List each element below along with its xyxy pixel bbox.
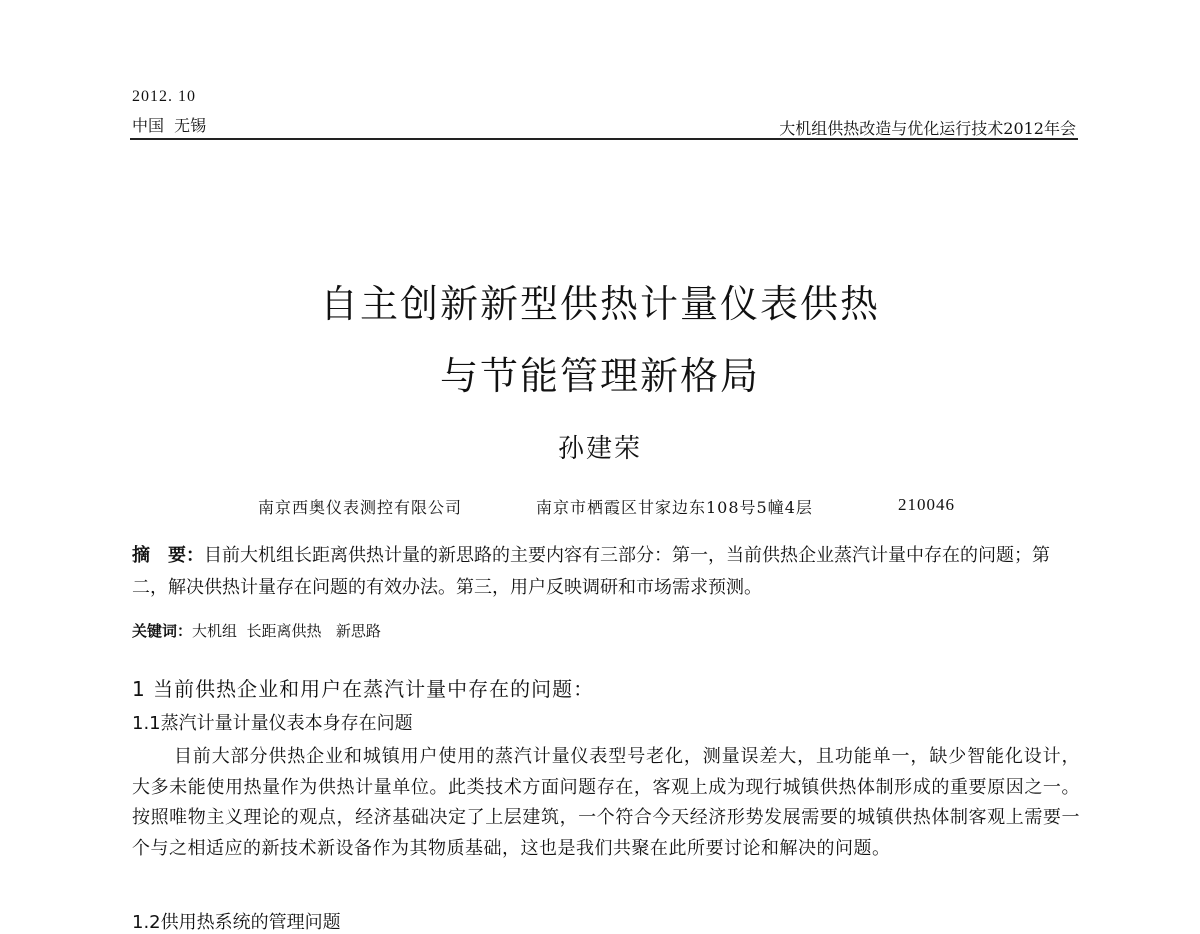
author-name: 孙建荣 bbox=[557, 434, 642, 464]
affiliation-organization: 南京西奥仪表测控有限公司 bbox=[258, 498, 463, 517]
paper-title-line-1: 自主创新新型供热计量仪表供热 bbox=[319, 282, 880, 326]
abstract bbox=[132, 540, 1080, 604]
paper-title-line-2: 与节能管理新格局 bbox=[439, 354, 760, 398]
abstract-text: 目前大机组长距离供热计量的新思路的主要内容有三部分：第一，当前供热企业蒸汽计量中存在的问题；第二，解决供热计量存在问题的有效办法。第三，用户反映调研和市场需求预测。 bbox=[132, 545, 1050, 598]
subsection-1-1-heading: 1.1蒸汽计量计量仪表本身存在问题 bbox=[132, 713, 413, 734]
affiliation-address: 南京市栖霞区甘家边东108号5幢4层 bbox=[536, 498, 813, 517]
section-1-heading: 1 当前供热企业和用户在蒸汽计量中存在的问题： bbox=[132, 677, 595, 701]
affiliation-postcode: 210046 bbox=[898, 495, 955, 514]
header-rule bbox=[130, 138, 1078, 140]
subsection-1-2-heading: 1.2供用热系统的管理问题 bbox=[132, 912, 341, 933]
subsection-1-1-paragraph: 目前大部分供热企业和城镇用户使用的蒸汽计量仪表型号老化，测量误差大，且功能单一，缺少智能化设计，大多未能使用热量作为供热计量单位。此类技术方面问题存在，客观上成为现行城镇供热体制形成的重要原因之一。按照唯物主义理论的观点，经济基础决定了上层建筑，一个符合今天经济形势发展需要的城镇供热体制客观上需要一个与之相适应的新技术新设备作为其物质基础，这也是我们共聚在此所要讨论和解决的问题。 bbox=[132, 746, 1080, 859]
header-location: 中国 无锡 bbox=[132, 116, 207, 135]
keywords-text: 大机组 长距离供热 新思路 bbox=[192, 622, 381, 640]
abstract-label: 摘 要： bbox=[132, 545, 204, 566]
header-date: 2012. 10 bbox=[132, 88, 196, 105]
keywords-label: 关键词： bbox=[132, 622, 193, 640]
header-conference: 大机组供热改造与优化运行技术2012年会 bbox=[779, 119, 1076, 138]
keywords bbox=[132, 620, 381, 641]
